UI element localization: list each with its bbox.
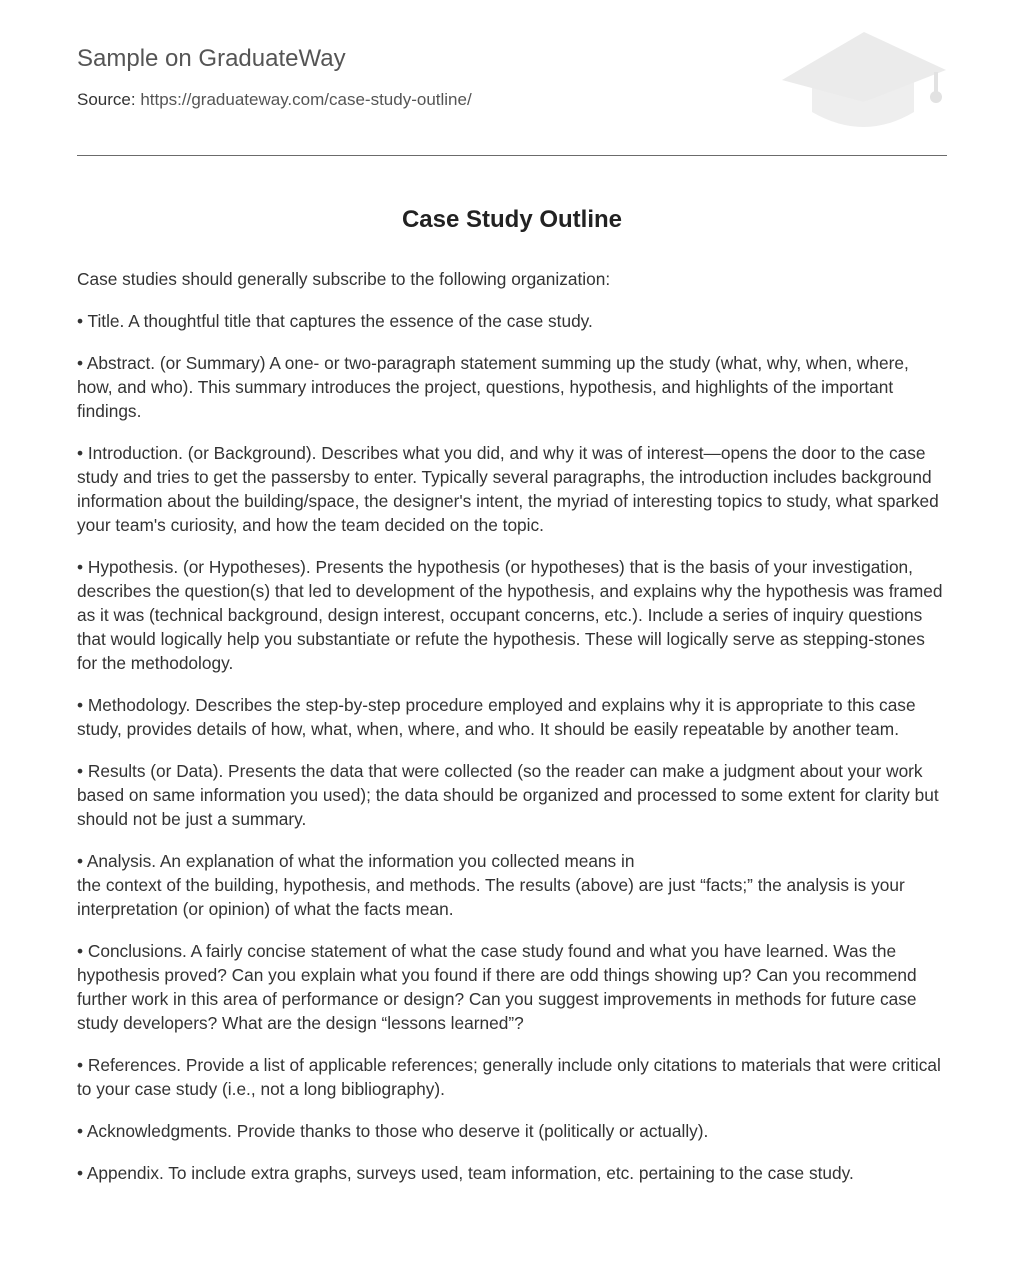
- paragraph-intro: Case studies should generally subscribe to the following organization:: [77, 269, 611, 289]
- paragraph-acknowledgments: • Acknowledgments. Provide thanks to those who deserve it (politically or actually).: [77, 1121, 709, 1141]
- paragraph-analysis: [77, 849, 949, 921]
- source-line: [77, 89, 472, 111]
- document-title: Case Study Outline: [401, 206, 623, 233]
- header-divider: [77, 155, 947, 156]
- analysis-continuation: the context of the building, hypothesis, and methods. The results (above) are just “facts;” the analysis is your interpretation (or opinion) of what the facts mean.: [77, 875, 905, 919]
- analysis-first-line: • Analysis. An explanation of what the information you collected means in: [77, 851, 635, 871]
- paragraph-conclusions: • Conclusions. A fairly concise statement of what the case study found and what you have learned. Was the hypothesis proved? Can you explain what you found if there are odd things showing up? Can you recommend further work in this area of performance or design? Can you suggest improvements in methods for future case study developers? What are the design “lessons learned”?: [77, 941, 917, 1033]
- source-label: Source:: [77, 90, 136, 109]
- document-body: [77, 267, 949, 1203]
- paragraph-references: • References. Provide a list of applicable references; generally include only citations to materials that were critical to your case study (i.e., not a long bibliography).: [77, 1055, 941, 1099]
- source-link[interactable]: https://graduateway.com/case-study-outline/: [140, 90, 472, 109]
- graduation-cap-icon: [780, 30, 950, 134]
- paragraph-methodology: • Methodology. Describes the step-by-step procedure employed and explains why it is appropriate to this case study, provides details of how, what, when, where, and who. It should be easily repeatable by another team.: [77, 695, 916, 739]
- paragraph-appendix: • Appendix. To include extra graphs, surveys used, team information, etc. pertaining to the case study.: [77, 1163, 854, 1183]
- paragraph-title: • Title. A thoughtful title that captures the essence of the case study.: [77, 311, 593, 331]
- site-title: Sample on GraduateWay: [77, 45, 346, 72]
- paragraph-introduction: • Introduction. (or Background). Describes what you did, and why it was of interest—opens the door to the case study and tries to get the passersby to enter. Typically several paragraphs, the introduction includes background information about the building/space, the designer's intent, the myriad of interesting topics to study, what sparked your team's curiosity, and how the team decided on the topic.: [77, 443, 939, 535]
- paragraph-results: • Results (or Data). Presents the data that were collected (so the reader can make a judgment about your work based on same information you used); the data should be organized and processed to some extent for clarity but should not be just a summary.: [77, 761, 939, 829]
- paragraph-abstract: • Abstract. (or Summary) A one- or two-paragraph statement summing up the study (what, why, when, where, how, and who). This summary introduces the project, questions, hypothesis, and highlights of the important findings.: [77, 353, 909, 421]
- paragraph-hypothesis: • Hypothesis. (or Hypotheses). Presents the hypothesis (or hypotheses) that is the basis of your investigation, describes the question(s) that led to development of the hypothesis, and explains why the hypothesis was framed as it was (technical background, design interest, occupant concerns, etc.). Include a series of inquiry questions that would logically help you substantiate or refute the hypothesis. These will logically serve as stepping-stones for the methodology.: [77, 557, 943, 673]
